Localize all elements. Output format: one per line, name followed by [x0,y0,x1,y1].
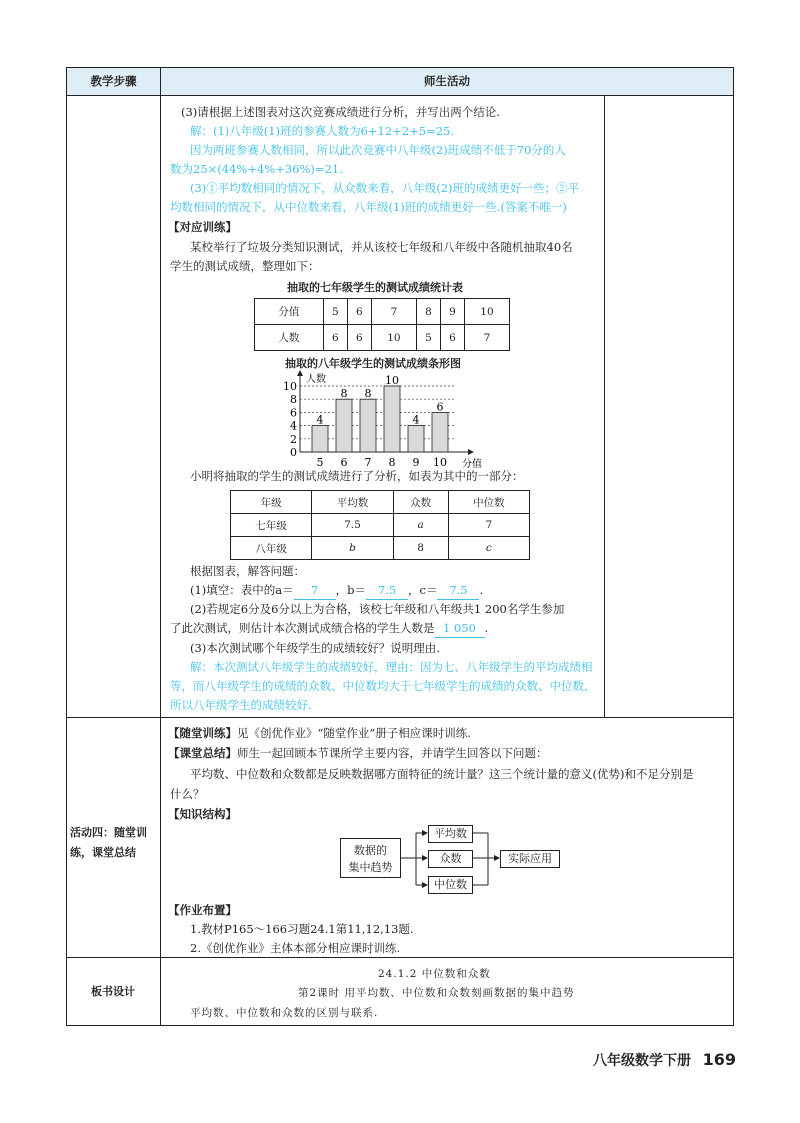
stats-cell: 7.5 [312,514,393,537]
count-cell: 6 [440,325,464,351]
score-cell: 7 [371,299,416,325]
bar-data-label: 10 [385,374,399,387]
stats-cell: 7 [448,514,529,537]
stats-header: 平均数 [312,491,393,514]
q1-c-label: ，c＝ [408,583,438,597]
answer-line: 解：(1)八年级(1)班的参赛人数为6+12+2+5=25. [190,124,454,138]
q2-answer: 1 050 [435,620,485,638]
stats-cell: 八年级 [231,537,312,560]
stats-header: 中位数 [448,491,529,514]
question-3b: (3)本次测试哪个年级学生的成绩较好？说明理由. [190,641,440,655]
x-tick-label: 6 [340,456,348,469]
bar-data-label: 8 [340,387,348,401]
bar-data-label: 4 [316,413,324,427]
question-2-cont [170,620,488,638]
y-axis-arrow [297,370,303,376]
practice-label: 【随堂训练】 [168,726,237,740]
chart-title: 抽取的八年级学生的测试成绩条形图 [285,357,461,370]
bar-data-label: 8 [364,387,372,401]
x-axis-label: 分值 [462,459,482,470]
x-tick-label: 8 [388,456,396,469]
y-tick-label: 0 [290,446,297,459]
activity4-label [70,823,158,863]
knowledge-label: 【知识结构】 [168,807,237,821]
bar [360,399,376,452]
homework-label: 【作业布置】 [168,903,237,917]
q3-answer-line: 等，而八年级学生的成绩的众数、中位数均大于七年级学生的成绩的众数、中位数， [170,679,596,693]
row-divider [66,957,734,958]
x-tick-label: 9 [412,456,420,469]
q2-end: . [484,621,489,635]
answer-line: (3)①平均数相同的情况下，从众数来看，八年级(2)班的成绩更好一些；②平 [190,181,580,195]
inner-right-border [604,96,605,717]
score-cell: 5 [323,299,347,325]
book-title: 八年级数学下册 [593,1053,692,1069]
diagram-branch-mode: 众数 [428,850,473,868]
score-cell: 9 [440,299,464,325]
count-cell: 5 [416,325,440,351]
bar [432,412,448,452]
q1-b-answer: 7.5 [366,582,408,600]
y-tick-label: 4 [290,419,297,433]
x-tick-label: 7 [364,456,372,469]
question-2: (2)若规定6分及6分以上为合格，该校七年级和八年级共1 200名学生参加 [190,602,565,616]
header-step: 教学步骤 [90,74,137,88]
count-cell: 10 [371,325,416,351]
answer-line: 数为25×(44%+4%+36%)=21. [170,162,343,176]
count-cell: 6 [323,325,347,351]
stats-cell: c [448,537,529,560]
answer-line: 均数相同的情况下，从中位数来看，八年级(1)班的成绩更好一些.(答案不唯一) [170,200,567,214]
summary-question-cont: 什么？ [170,787,205,801]
score-cell: 8 [416,299,440,325]
prompt: 根据图表，解答问题： [190,564,305,578]
row-label: 人数 [255,325,324,351]
answer-line: 因为两班参赛人数相同，所以此次竞赛中八年级(2)班成绩不低于70分的人 [190,143,566,157]
q1-end: . [479,583,484,597]
row-label: 分值 [255,299,324,325]
score-cell: 6 [347,299,371,325]
bar [312,426,328,452]
grade7-score-table [254,298,510,351]
q1-a-answer: 7 [294,582,336,600]
training-label: 【对应训练】 [168,220,237,234]
summary [168,745,548,762]
diagram-branch-median: 中位数 [428,876,473,894]
stats-cell: 七年级 [231,514,312,537]
stats-cell: a [393,514,448,537]
q2-text: 了此次测试，则估计本次测试成绩合格的学生人数是 [170,621,435,635]
bar-data-label: 6 [436,400,444,414]
y-tick-label: 10 [283,380,297,393]
header-activity: 师生活动 [424,74,470,88]
page-footer [593,1050,736,1070]
stats-table [230,490,530,560]
grade8-bar-chart [280,368,500,468]
x-tick-label: 10 [433,456,447,469]
score-cell: 10 [464,299,509,325]
stats-header: 众数 [393,491,448,514]
activity4-label-line: 活动四：随堂训 [70,826,147,839]
stats-header: 年级 [231,491,312,514]
diagram-center-box [340,838,401,878]
training-intro: 学生的测试成绩，整理如下： [170,259,320,273]
count-cell: 6 [347,325,371,351]
bar [336,399,352,452]
table-header [66,67,734,96]
center-line: 数据的 [354,844,387,857]
q3-answer-line: 解：本次测试八年级学生的成绩较好，理由：因为七、八年级学生的平均成绩相 [190,660,593,674]
board-line: 24.1.2 中位数和众数 [378,968,491,980]
table7-title: 抽取的七年级学生的测试成绩统计表 [287,281,463,294]
question-3: (3)请根据上述图表对这次竞赛成绩进行分析，并写出两个结论. [181,105,500,119]
training-intro: 某校举行了垃圾分类知识测试，并从该校七年级和八年级中各随机抽取40名 [190,240,573,254]
q1-pre: (1)填空：表中的 [190,583,276,597]
summary-label: 【课堂总结】 [168,746,237,760]
question-1 [190,582,483,600]
bar [384,386,400,452]
bar-data-label: 4 [412,413,420,427]
q1-a-label: a＝ [275,583,294,597]
y-tick-label: 8 [290,393,297,407]
board-line: 第2课时 用平均数、中位数和众数刻画数据的集中趋势 [298,987,575,999]
stats-cell: b [312,537,393,560]
y-axis-label: 人数 [306,374,326,385]
q3-answer-line: 所以八年级学生的成绩较好. [170,698,312,712]
center-line: 集中趋势 [348,861,393,874]
y-tick-label: 6 [290,406,297,420]
activity4-label-line: 练，课堂总结 [70,846,136,859]
homework-item: 2.《创优作业》主体本部分相应课时训练. [190,941,401,955]
q1-c-answer: 7.5 [437,582,479,600]
stats-cell: 8 [393,537,448,560]
analysis-intro: 小明将抽取的学生的测试成绩进行了分析，如表为其中的一部分： [190,469,524,483]
bar [408,426,424,452]
summary-text: 师生一起回顾本节课所学主要内容，并请学生回答以下问题： [237,746,548,760]
board-label: 板书设计 [91,985,135,998]
diagram-result-box: 实际应用 [500,850,560,868]
summary-question: 平均数、中位数和众数都是反映数据哪方面特征的统计量？这三个统计量的意义(优势)和不足分别是 [190,767,694,781]
practice-text: 见《创优作业》“随堂作业”册子相应课时训练. [237,726,471,740]
x-axis-arrow [468,449,474,455]
q1-b-label: ，b＝ [335,583,367,597]
page-number: 169 [702,1050,736,1069]
diagram-branch-mean: 平均数 [428,825,473,843]
y-tick-label: 2 [290,432,297,446]
practice [168,725,471,742]
homework-item: 1.教材P165～166习题24.1第11,12,13题. [190,922,414,936]
column-divider [160,67,161,1026]
row-divider [66,717,734,718]
count-cell: 7 [464,325,509,351]
board-line: 平均数、中位数和众数的区别与联系. [190,1007,379,1019]
x-tick-label: 5 [316,456,324,469]
